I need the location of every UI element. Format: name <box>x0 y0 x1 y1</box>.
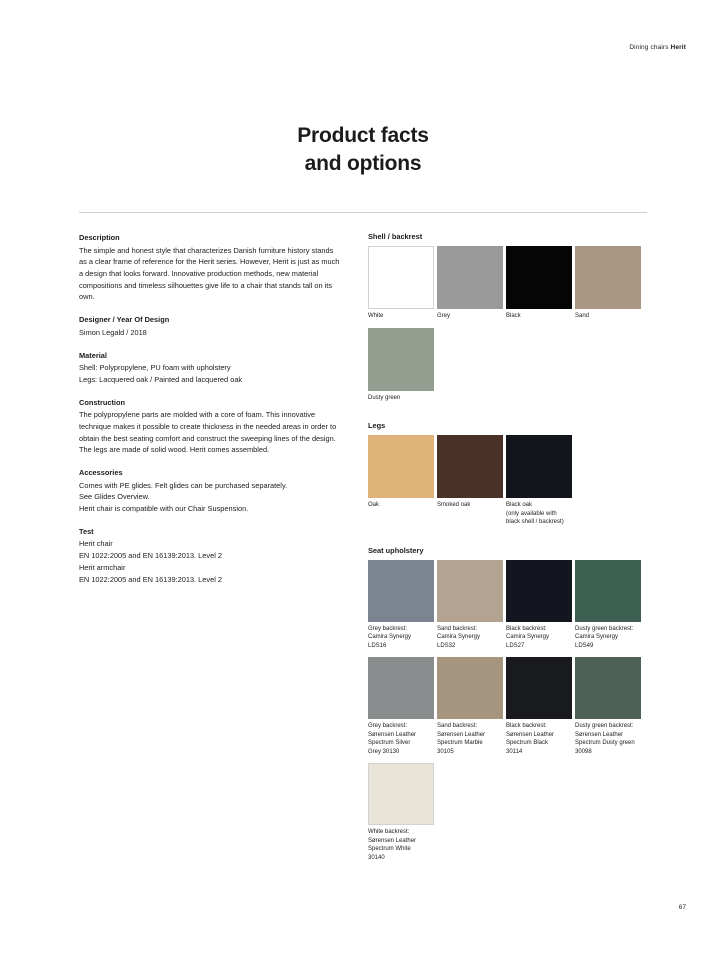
description-block-body: Herit chair EN 1022:2005 and EN 16139:2013. Level 2 Herit armchair EN 1022:2005 and EN 16139:2013. Level 2 <box>79 539 222 584</box>
swatch-color-chip <box>368 763 434 825</box>
swatch-item[interactable] <box>368 435 434 527</box>
swatch-color-chip <box>368 560 434 622</box>
options-column <box>368 232 653 881</box>
swatch-item[interactable] <box>437 657 503 756</box>
swatch-color-chip <box>575 657 641 719</box>
swatch-color-chip <box>368 246 434 309</box>
description-block-body: Simon Legald / 2018 <box>79 327 147 337</box>
swatch-label: Grey backrest: Sørensen Leather Spectrum Silver Grey 30130 <box>368 723 417 755</box>
swatch-grid <box>368 435 653 534</box>
swatch-item[interactable] <box>506 435 572 527</box>
running-head-prefix: Dining chairs <box>629 44 671 51</box>
swatch-item[interactable] <box>368 657 434 756</box>
description-block <box>79 397 342 456</box>
swatch-color-chip <box>368 657 434 719</box>
description-block <box>79 232 342 303</box>
swatch-item[interactable] <box>368 246 434 321</box>
swatch-color-chip <box>437 657 503 719</box>
description-block-body: The simple and honest style that characterizes Danish furniture history stands as a clear frame of reference for the Herit series. However, Herit is just as much a design that looks forward. Innovative production methods, new material compositions and timeless silhouettes give life to a chair that stands tall on its own. <box>79 245 340 302</box>
swatch-label: Dusty green backrest: Camira Synergy LDS49 <box>575 625 634 649</box>
running-head <box>629 44 686 51</box>
swatch-item[interactable] <box>575 560 641 651</box>
swatch-label: Sand backrest: Sørensen Leather Spectrum Marble 30105 <box>437 723 486 755</box>
option-section <box>368 421 653 534</box>
swatch-color-chip <box>506 657 572 719</box>
swatch-label: Smoked oak <box>437 502 471 509</box>
swatch-label: Oak <box>368 502 380 509</box>
swatch-color-chip <box>368 435 434 498</box>
description-block-body: The polypropylene parts are molded with a core of foam. This innovative technique makes it possible to create thickness in the needed areas in order to obtain the best seating comfort and construct the sweeping lines of the design. The legs are made of solid wood. Herit comes assembled. <box>79 410 337 455</box>
swatch-grid <box>368 246 653 409</box>
description-block <box>79 467 342 515</box>
swatch-color-chip <box>575 560 641 622</box>
page-title <box>0 122 726 179</box>
option-section <box>368 546 653 870</box>
swatch-label: Black <box>506 313 521 319</box>
swatch-color-chip <box>437 435 503 498</box>
description-block <box>79 526 342 585</box>
swatch-label: Grey <box>437 313 451 319</box>
title-divider <box>79 212 647 213</box>
swatch-item[interactable] <box>575 657 641 756</box>
swatch-item[interactable] <box>368 560 434 651</box>
description-block-heading: Description <box>79 233 120 242</box>
swatch-item[interactable] <box>506 246 572 321</box>
swatch-color-chip <box>506 246 572 309</box>
description-block-heading: Accessories <box>79 468 123 477</box>
description-block <box>79 350 342 386</box>
swatch-color-chip <box>506 560 572 622</box>
swatch-label: Sand <box>575 313 590 319</box>
description-block-heading: Construction <box>79 397 125 407</box>
swatch-color-chip <box>368 328 434 391</box>
swatch-label: White backrest: Sørensen Leather Spectrum White 30140 <box>368 829 417 861</box>
description-block-heading: Test <box>79 526 94 536</box>
option-section <box>368 232 653 409</box>
swatch-color-chip <box>437 560 503 622</box>
option-section-title: Shell / backrest <box>368 232 423 241</box>
swatch-label: Black oak (only available with black shell / backrest) <box>506 502 564 526</box>
page-title-line-1: Product facts <box>297 124 429 147</box>
swatch-grid <box>368 560 653 870</box>
description-block-heading: Designer / Year Of Design <box>79 315 170 325</box>
option-section-title: Legs <box>368 421 386 431</box>
page-number: 67 <box>678 904 686 911</box>
description-block-heading: Material <box>79 350 107 360</box>
description-block <box>79 314 342 338</box>
swatch-label: Dusty green <box>368 394 401 401</box>
description-block-body: Comes with PE glides. Felt glides can be purchased separately. See Glides Overview. Herit chair is compatible with our Chair Suspension. <box>79 480 288 514</box>
swatch-color-chip <box>506 435 572 498</box>
swatch-item[interactable] <box>437 560 503 651</box>
swatch-item[interactable] <box>437 246 503 321</box>
description-block-body: Shell: Polypropylene, PU foam with upholstery Legs: Lacquered oak / Painted and lacquered oak <box>79 363 243 384</box>
swatch-label: Grey backrest: Camira Synergy LDS16 <box>368 625 412 649</box>
swatch-item[interactable] <box>506 657 572 756</box>
swatch-label: Black backrest: Camira Synergy LDS27 <box>506 625 550 649</box>
swatch-item[interactable] <box>368 763 434 862</box>
swatch-color-chip <box>437 246 503 309</box>
swatch-item[interactable] <box>575 246 641 321</box>
swatch-label: Black backrest: Sørensen Leather Spectrum Black 30114 <box>506 723 555 755</box>
page-title-line-2: and options <box>304 152 422 176</box>
swatch-label: Sand backrest: Camira Synergy LDS32 <box>437 625 481 649</box>
swatch-label: Dusty green backrest: Sørensen Leather Spectrum Dusty green 30098 <box>575 723 635 755</box>
swatch-item[interactable] <box>506 560 572 651</box>
option-section-title: Seat upholstery <box>368 545 424 555</box>
swatch-color-chip <box>575 246 641 309</box>
swatch-label: White <box>368 313 384 319</box>
description-column <box>79 232 342 596</box>
running-head-collection: Herit <box>670 44 686 51</box>
swatch-item[interactable] <box>368 328 434 403</box>
swatch-item[interactable] <box>437 435 503 527</box>
